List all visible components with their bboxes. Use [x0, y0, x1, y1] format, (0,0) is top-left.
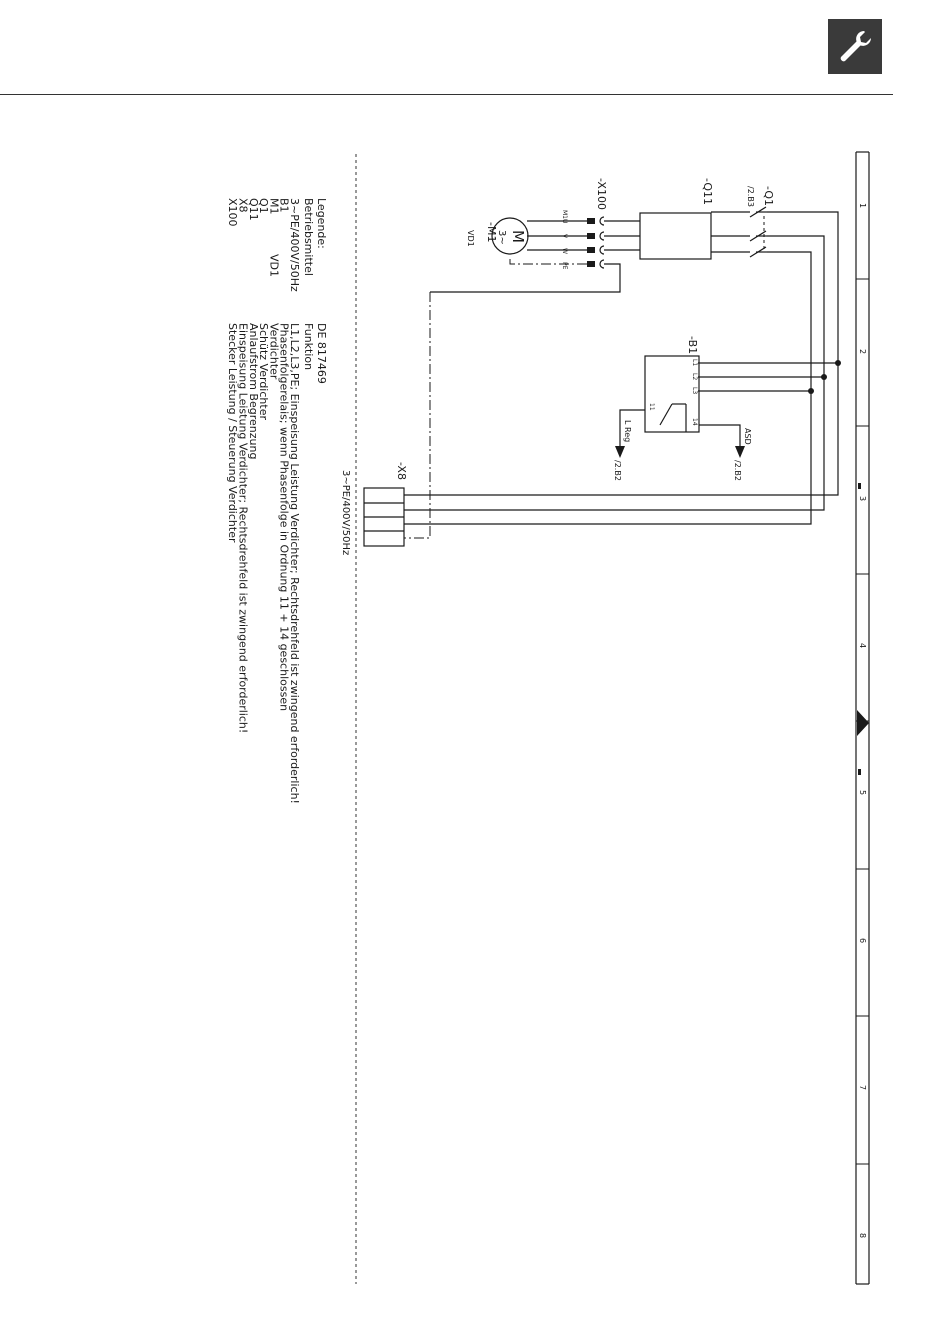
legend-doc-number: DE 817469 [315, 323, 328, 384]
motor-symbol: M [509, 230, 527, 243]
ruler-column-label: 2 [858, 349, 867, 355]
q11-starter [604, 178, 714, 259]
lreg-label: L Reg [623, 420, 632, 443]
legend-item-id: 3~PE/400V/50Hz [288, 198, 301, 292]
legend-item-id: X100 [226, 198, 240, 227]
x8-tag: -X8 [395, 462, 408, 480]
plug-socket [600, 246, 604, 254]
x100-pin-label: W [561, 248, 568, 254]
fold-marker [857, 710, 869, 736]
plug-socket [600, 232, 604, 240]
legend-item-function: L1,L2,L3,PE; Einspeisung Leistung Verdichter; Rechtsdrehfeld ist zwingend erforderlich! [288, 323, 301, 804]
lreg-ref: /2.B2 [613, 460, 622, 481]
x100-pin-label: V [561, 234, 568, 239]
x100-pin-label: PE [561, 262, 568, 270]
margin-mark [858, 769, 861, 775]
legend-title: Legende: [315, 198, 328, 249]
asd-label: ASD [743, 428, 752, 445]
ruler-column-label: 6 [858, 938, 867, 944]
x8-supply: 3~PE/400V/50Hz [340, 470, 351, 556]
ruler-column-label: 7 [858, 1085, 867, 1091]
legend-item-function: Verdichter [267, 323, 281, 380]
motor-phase: 3~ [496, 230, 507, 245]
b1-relay [613, 336, 752, 481]
legend-item-function: Phasenfolgerelais; wenn Phasenfolge in Ordnung 11 + 14 geschlossen [277, 323, 291, 712]
column-ruler [856, 152, 869, 1284]
b1-pin-label: 11 [648, 403, 655, 411]
legend-item-id: X8 [236, 198, 250, 213]
m1-tag: -M1 [485, 222, 498, 243]
plug-pin [587, 261, 595, 267]
motor-m1 [466, 218, 528, 254]
q11-tag: -Q11 [701, 178, 714, 206]
x8-terminal [340, 462, 408, 555]
x100-pin-label: U [561, 219, 568, 224]
plug-socket [600, 217, 604, 225]
legend-item-id: B1 [277, 198, 291, 213]
ruler-column-label: 1 [858, 203, 867, 209]
legend-col1-header: Betriebsmittel [302, 198, 315, 276]
legend-item-function: Einspeisung Leistung Verdichter; Rechtsdrehfeld ist zwingend erforderlich! [236, 323, 250, 734]
ruler-column-label: 5 [858, 790, 867, 796]
plug-socket [600, 260, 604, 268]
q1-ref: /2.B3 [746, 186, 755, 207]
legend-item-id: Q1 [257, 198, 271, 214]
q1-tag: -Q1 [762, 186, 775, 207]
ruler-column-label: 8 [858, 1233, 867, 1239]
x100-tag: -X100 [595, 178, 608, 210]
legend-item-function: Schütz Verdichter [257, 323, 271, 420]
legend-item-sub: VD1 [267, 254, 281, 277]
legend-item-id: Q11 [246, 198, 260, 221]
b1-pin-label: L2 [691, 373, 698, 381]
ruler-column-label: 3 [858, 496, 867, 502]
plug-pin [587, 233, 595, 239]
legend-item-function: Stecker Leistung / Steuerung Verdichter [226, 323, 240, 543]
b1-tag: -B1 [686, 336, 699, 355]
q1-contactor [711, 186, 775, 257]
legend-item-function: Anlaufstrom Begrenzung [246, 323, 260, 460]
b1-pin-label: 14 [691, 418, 698, 426]
margin-mark [858, 483, 861, 489]
plug-pin [587, 247, 595, 253]
legend [226, 198, 328, 804]
asd-ref: /2.B2 [733, 460, 742, 481]
m1-sub: VD1 [466, 230, 475, 247]
legend-col2-header: Funktion [302, 323, 315, 371]
legend-item-id: M1 [267, 198, 281, 215]
b1-pin-label: L3 [691, 387, 698, 395]
ruler-column-label: 4 [858, 643, 867, 649]
b1-pin-label: L1 [691, 359, 698, 367]
plug-pin [587, 218, 595, 224]
x100-pin-label: M1 [561, 210, 568, 219]
